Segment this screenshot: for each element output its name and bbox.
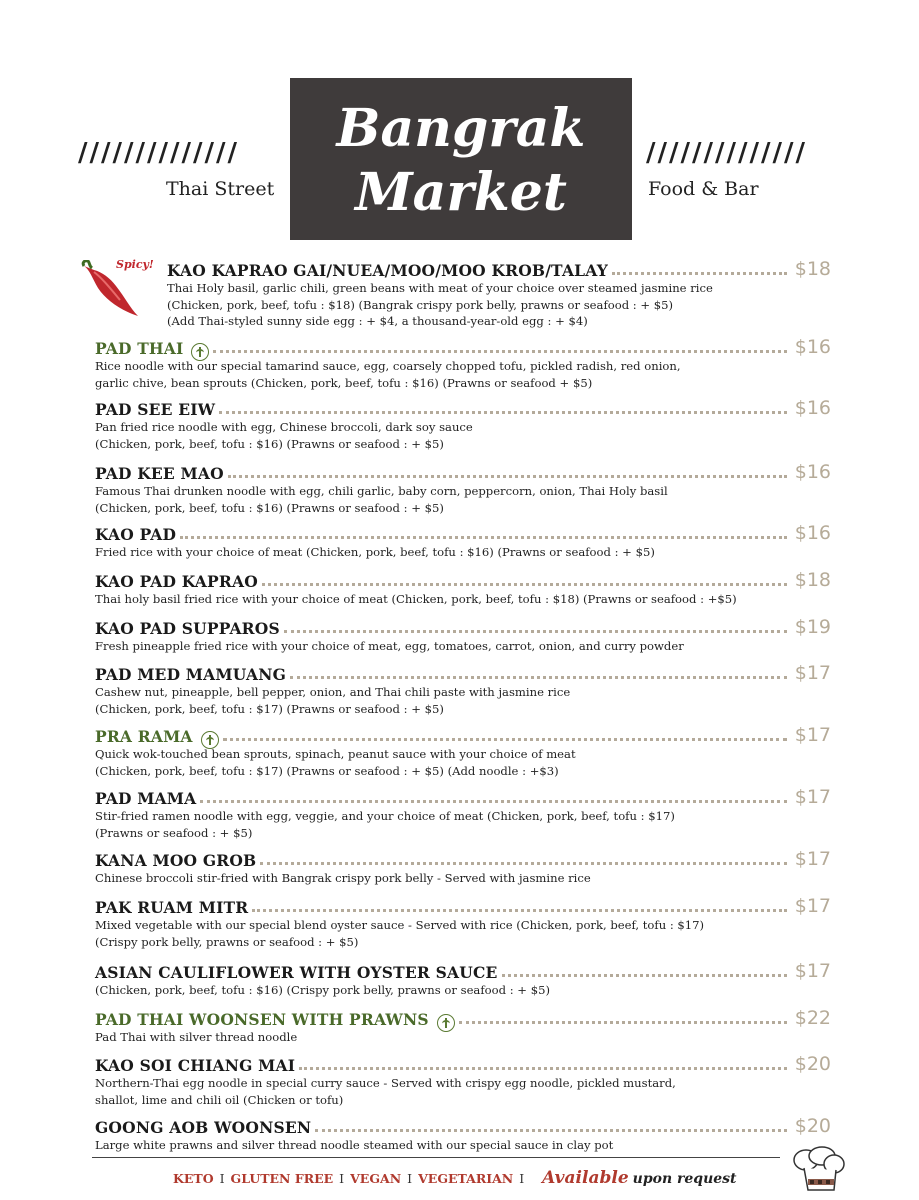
menu-item-header: [95, 567, 831, 591]
menu-item-header: [95, 1051, 831, 1075]
separator: I: [407, 1171, 413, 1186]
dot-leader: [290, 676, 787, 679]
menu-item-price: $19: [794, 616, 831, 638]
restaurant-logo: [290, 78, 632, 240]
menu-item-price: $18: [794, 569, 831, 591]
chef-hat-icon: [790, 1146, 846, 1196]
menu-item-description: (Prawns or seafood : + $5): [95, 825, 253, 840]
menu-item-name: KAO PAD: [95, 525, 177, 544]
menu-item-name: PAD KEE MAO: [95, 464, 224, 483]
option-keto: KETO: [173, 1171, 214, 1186]
menu-item: [95, 1113, 831, 1154]
menu-item-price: $16: [794, 336, 831, 358]
menu-item-header: [95, 1113, 831, 1137]
menu-item-name: PAK RUAM MITR: [95, 898, 249, 917]
menu-item-description: Pad Thai with silver thread noodle: [95, 1030, 298, 1044]
menu-item-price: $17: [794, 895, 831, 917]
menu-item-name: PRA RAMA: [95, 727, 193, 746]
separator: I: [219, 1171, 225, 1186]
dot-leader: [612, 272, 787, 275]
menu-item-description: Quick wok-touched bean sprouts, spinach, peanut sauce with your choice of meat: [95, 747, 576, 761]
menu-item-description: shallot, lime and chili oil (Chicken or tofu): [95, 1092, 344, 1107]
dot-leader: [260, 862, 787, 865]
menu-item-name: PAD MED MAMUANG: [95, 665, 287, 684]
option-gluten-free: GLUTEN FREE: [230, 1171, 334, 1186]
menu-item: [95, 395, 831, 452]
menu-item-price: $20: [794, 1115, 831, 1137]
dot-leader: [228, 475, 787, 478]
menu-item-header: [95, 459, 831, 483]
separator: I: [339, 1171, 345, 1186]
menu-item-description: garlic chive, bean sprouts (Chicken, pork, beef, tofu : $16) (Prawns or seafood + $5): [95, 375, 593, 390]
menu-item-description: Stir-fried ramen noodle with egg, veggie, and your choice of meat (Chicken, pork, beef, tofu : $17): [95, 809, 675, 823]
menu-item-description: Thai Holy basil, garlic chili, green beans with meat of your choice over steamed jasmine rice: [167, 281, 713, 295]
menu-item-header: [95, 958, 831, 982]
menu-item: [95, 893, 831, 950]
menu-item: [95, 958, 831, 999]
menu-item-header: [95, 1005, 831, 1029]
menu-item-name: PAD THAI: [95, 339, 184, 358]
menu-item-description: Northern-Thai egg noodle in special curry sauce - Served with crispy egg noodle, pickled mustard,: [95, 1076, 676, 1090]
footer-divider: [92, 1157, 780, 1158]
menu-item-header: [167, 256, 831, 280]
menu-item-description: (Chicken, pork, beef, tofu : $18) (Bangrak crispy pork belly, prawns or seafood : + $5): [167, 297, 674, 312]
menu-item-description: (Chicken, pork, beef, tofu : $16) (Crispy pork belly, prawns or seafood : + $5): [95, 983, 550, 997]
menu-item-header: [95, 334, 831, 358]
menu-item-description: Cashew nut, pineapple, bell pepper, onion, and Thai chili paste with jasmine rice: [95, 685, 571, 699]
dot-leader: [252, 909, 787, 912]
menu-item-header: [95, 784, 831, 808]
menu-item-name: KAO PAD SUPPAROS: [95, 619, 280, 638]
decorative-slashes-left: //////////////: [78, 138, 239, 168]
upon-request-label: upon request: [632, 1171, 737, 1187]
menu-item: [95, 614, 831, 655]
menu-item-header: [95, 846, 831, 870]
dot-leader: [213, 350, 787, 353]
menu-item-price: $17: [794, 960, 831, 982]
menu-item-name: PAD THAI WOONSEN WITH PRAWNS: [95, 1010, 429, 1029]
menu-item-header: [95, 660, 831, 684]
dietary-options: [173, 1168, 737, 1188]
menu-item-description: Mixed vegetable with our special blend oyster sauce - Served with rice (Chicken, pork, beef, tofu : $17): [95, 918, 705, 932]
dot-leader: [200, 800, 787, 803]
dot-leader: [284, 630, 787, 633]
menu-item-description: Famous Thai drunken noodle with egg, chili garlic, baby corn, peppercorn, onion, Thai Holy basil: [95, 484, 668, 498]
menu-item-name: KAO KAPRAO GAI/NUEA/MOO/MOO KROB/TALAY: [167, 261, 608, 280]
menu-item-description: (Chicken, pork, beef, tofu : $16) (Prawns or seafood : + $5): [95, 436, 444, 451]
menu-item-description: (Add Thai-styled sunny side egg : + $4, a thousand-year-old egg : + $4): [167, 314, 588, 328]
menu-item-description: (Chicken, pork, beef, tofu : $17) (Prawns or seafood : + $5): [95, 701, 444, 716]
vegetarian-leaf-icon: [201, 731, 219, 749]
menu-item-description: Fried rice with your choice of meat (Chicken, pork, beef, tofu : $16) (Prawns or seafood : + $5): [95, 545, 655, 559]
tagline-right: Food & Bar: [648, 178, 759, 200]
menu-item: [95, 660, 831, 717]
menu-item-price: $16: [794, 397, 831, 419]
menu-item-description: Thai holy basil fried rice with your choice of meat (Chicken, pork, beef, tofu : $18) (Prawns or seafood : +$5): [95, 592, 737, 606]
menu-item-header: [95, 395, 831, 419]
menu-item-name: KAO SOI CHIANG MAI: [95, 1056, 296, 1075]
menu-item: [95, 520, 831, 561]
menu-item-description: (Chicken, pork, beef, tofu : $17) (Prawns or seafood : + $5) (Add noodle : +$3): [95, 763, 559, 778]
menu-item: [95, 722, 831, 779]
dot-leader: [223, 738, 787, 741]
menu-item-description: Rice noodle with our special tamarind sauce, egg, coarsely chopped tofu, pickled radish, red onion,: [95, 359, 681, 373]
menu-item: [95, 459, 831, 516]
menu-item-name: ASIAN CAULIFLOWER WITH OYSTER SAUCE: [95, 963, 498, 982]
menu-item-price: $17: [794, 848, 831, 870]
menu-item-header: [95, 614, 831, 638]
menu-item-price: $17: [794, 662, 831, 684]
dot-leader: [219, 411, 787, 414]
tagline-left: Thai Street: [166, 178, 275, 200]
dot-leader: [315, 1129, 787, 1132]
menu-item-price: $17: [794, 786, 831, 808]
menu-item-price: $16: [794, 461, 831, 483]
menu-item-name: GOONG AOB WOONSEN: [95, 1118, 312, 1137]
dot-leader: [180, 536, 787, 539]
logo-line-2: Market: [355, 162, 567, 223]
menu-item-description: Pan fried rice noodle with egg, Chinese broccoli, dark soy sauce: [95, 420, 473, 434]
menu-item-description: (Chicken, pork, beef, tofu : $16) (Prawns or seafood : + $5): [95, 500, 444, 515]
menu-item: [95, 846, 831, 887]
menu-item: [95, 1051, 831, 1108]
menu-item-name: KAO PAD KAPRAO: [95, 572, 258, 591]
menu-item-price: $16: [794, 522, 831, 544]
logo-line-1: Bangrak: [336, 98, 586, 159]
menu-item: [95, 567, 831, 608]
menu-item-name: PAD SEE EIW: [95, 400, 216, 419]
menu-item-name: KANA MOO GROB: [95, 851, 257, 870]
menu-item-description: Fresh pineapple fried rice with your choice of meat, egg, tomatoes, carrot, onion, and curry powder: [95, 639, 684, 653]
menu-item-header: [95, 893, 831, 917]
separator: I: [519, 1171, 525, 1186]
spicy-label: Spicy!: [116, 258, 154, 271]
menu-item-name: PAD MAMA: [95, 789, 197, 808]
menu-item-description: Large white prawns and silver thread noodle steamed with our special sauce in clay pot: [95, 1138, 614, 1152]
menu-item: [95, 1005, 831, 1046]
available-label: Available: [542, 1168, 629, 1188]
menu-item-price: $20: [794, 1053, 831, 1075]
menu-item-header: [95, 520, 831, 544]
menu-item-header: [95, 722, 831, 746]
menu-item-description: (Crispy pork belly, prawns or seafood : + $5): [95, 934, 359, 949]
menu-item-price: $18: [794, 258, 831, 280]
option-vegan: VEGAN: [350, 1171, 402, 1186]
menu-item: [167, 256, 831, 330]
dot-leader: [262, 583, 787, 586]
vegetarian-leaf-icon: [437, 1014, 455, 1032]
dot-leader: [502, 974, 788, 977]
option-vegetarian: VEGETARIAN: [418, 1171, 514, 1186]
decorative-slashes-right: //////////////: [646, 138, 807, 168]
menu-item-price: $22: [794, 1007, 831, 1029]
menu-item: [95, 784, 831, 841]
menu-item: [95, 334, 831, 391]
menu-item-description: Chinese broccoli stir-fried with Bangrak crispy pork belly - Served with jasmine rice: [95, 871, 591, 885]
menu-item-price: $17: [794, 724, 831, 746]
dot-leader: [459, 1021, 787, 1024]
dot-leader: [299, 1067, 787, 1070]
